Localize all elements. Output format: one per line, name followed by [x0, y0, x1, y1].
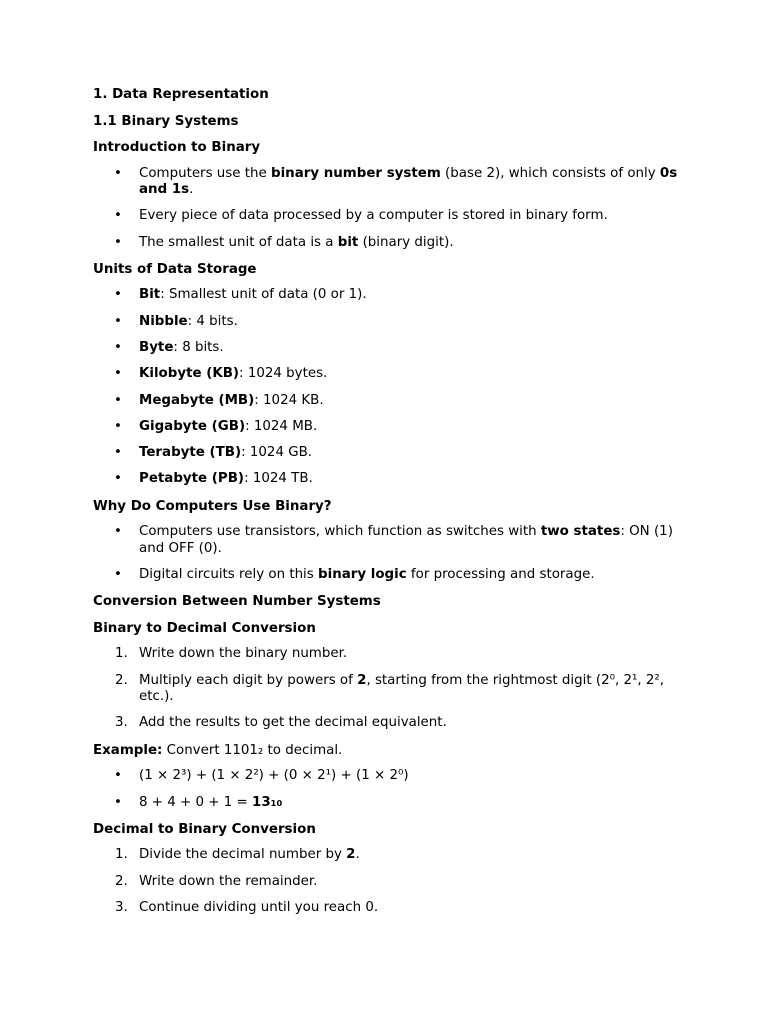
list-item: • 8 + 4 + 0 + 1 = 13₁₀ [93, 795, 683, 812]
list-item: • Nibble: 4 bits. [93, 314, 683, 331]
step-number: 3. [115, 899, 128, 915]
step-item: 1. Divide the decimal number by 2. [115, 847, 360, 863]
decimal-to-binary-heading: Decimal to Binary Conversion [93, 821, 316, 837]
step-item: 1. Write down the binary number. [115, 646, 348, 662]
step-item: 2. Write down the remainder. [115, 873, 318, 889]
list-item: • Petabyte (PB): 1024 TB. [93, 471, 683, 488]
intro-list [93, 166, 683, 252]
list-item: • Every piece of data processed by a computer is stored in binary form. [93, 208, 683, 225]
step-item: 3. Continue dividing until you reach 0. [115, 899, 379, 915]
list-item: • Bit: Smallest unit of data (0 or 1). [93, 287, 683, 304]
list-item: • Terabyte (TB): 1024 GB. [93, 445, 683, 462]
example-calculation-list [93, 768, 683, 811]
section-title: 1. Data Representation [93, 87, 269, 102]
list-item: • Computers use transistors, which function as switches with two states: ON (1) and OFF (0). [93, 524, 683, 557]
list-item: • Byte: 8 bits. [93, 340, 683, 357]
intro-heading: Introduction to Binary [93, 140, 261, 155]
step-number: 1. [115, 847, 128, 863]
list-item: • The smallest unit of data is a bit (binary digit). [93, 235, 683, 252]
step-item: 2. Multiply each digit by powers of 2, starting from the rightmost digit (2⁰, 2¹, 2², etc.). [115, 672, 665, 705]
example-line: Example: Convert 1101₂ to decimal. [93, 742, 343, 758]
subsection-title: 1.1 Binary Systems [93, 113, 239, 129]
step-item: 3. Add the results to get the decimal equivalent. [115, 715, 447, 731]
step-number: 2. [115, 873, 128, 889]
binary-to-decimal-heading: Binary to Decimal Conversion [93, 620, 316, 636]
units-list [93, 287, 683, 488]
step-number: 1. [115, 646, 128, 662]
list-item: • Computers use the binary number system (base 2), which consists of only 0s and 1s. [93, 166, 683, 199]
list-item: • Kilobyte (KB): 1024 bytes. [93, 366, 683, 383]
decimal-to-binary-steps [93, 847, 683, 916]
why-heading: Why Do Computers Use Binary? [93, 498, 332, 514]
list-item: • (1 × 2³) + (1 × 2²) + (0 × 2¹) + (1 × 2⁰) [93, 768, 683, 785]
why-list [93, 524, 683, 583]
list-item: • Megabyte (MB): 1024 KB. [93, 393, 683, 410]
units-heading: Units of Data Storage [93, 261, 257, 277]
list-item: • Gigabyte (GB): 1024 MB. [93, 419, 683, 436]
conversion-heading: Conversion Between Number Systems [93, 594, 381, 610]
step-number: 2. [115, 672, 128, 688]
step-number: 3. [115, 715, 128, 731]
binary-to-decimal-steps [93, 646, 683, 732]
list-item: • Digital circuits rely on this binary logic for processing and storage. [93, 567, 683, 584]
document-page [93, 86, 683, 926]
